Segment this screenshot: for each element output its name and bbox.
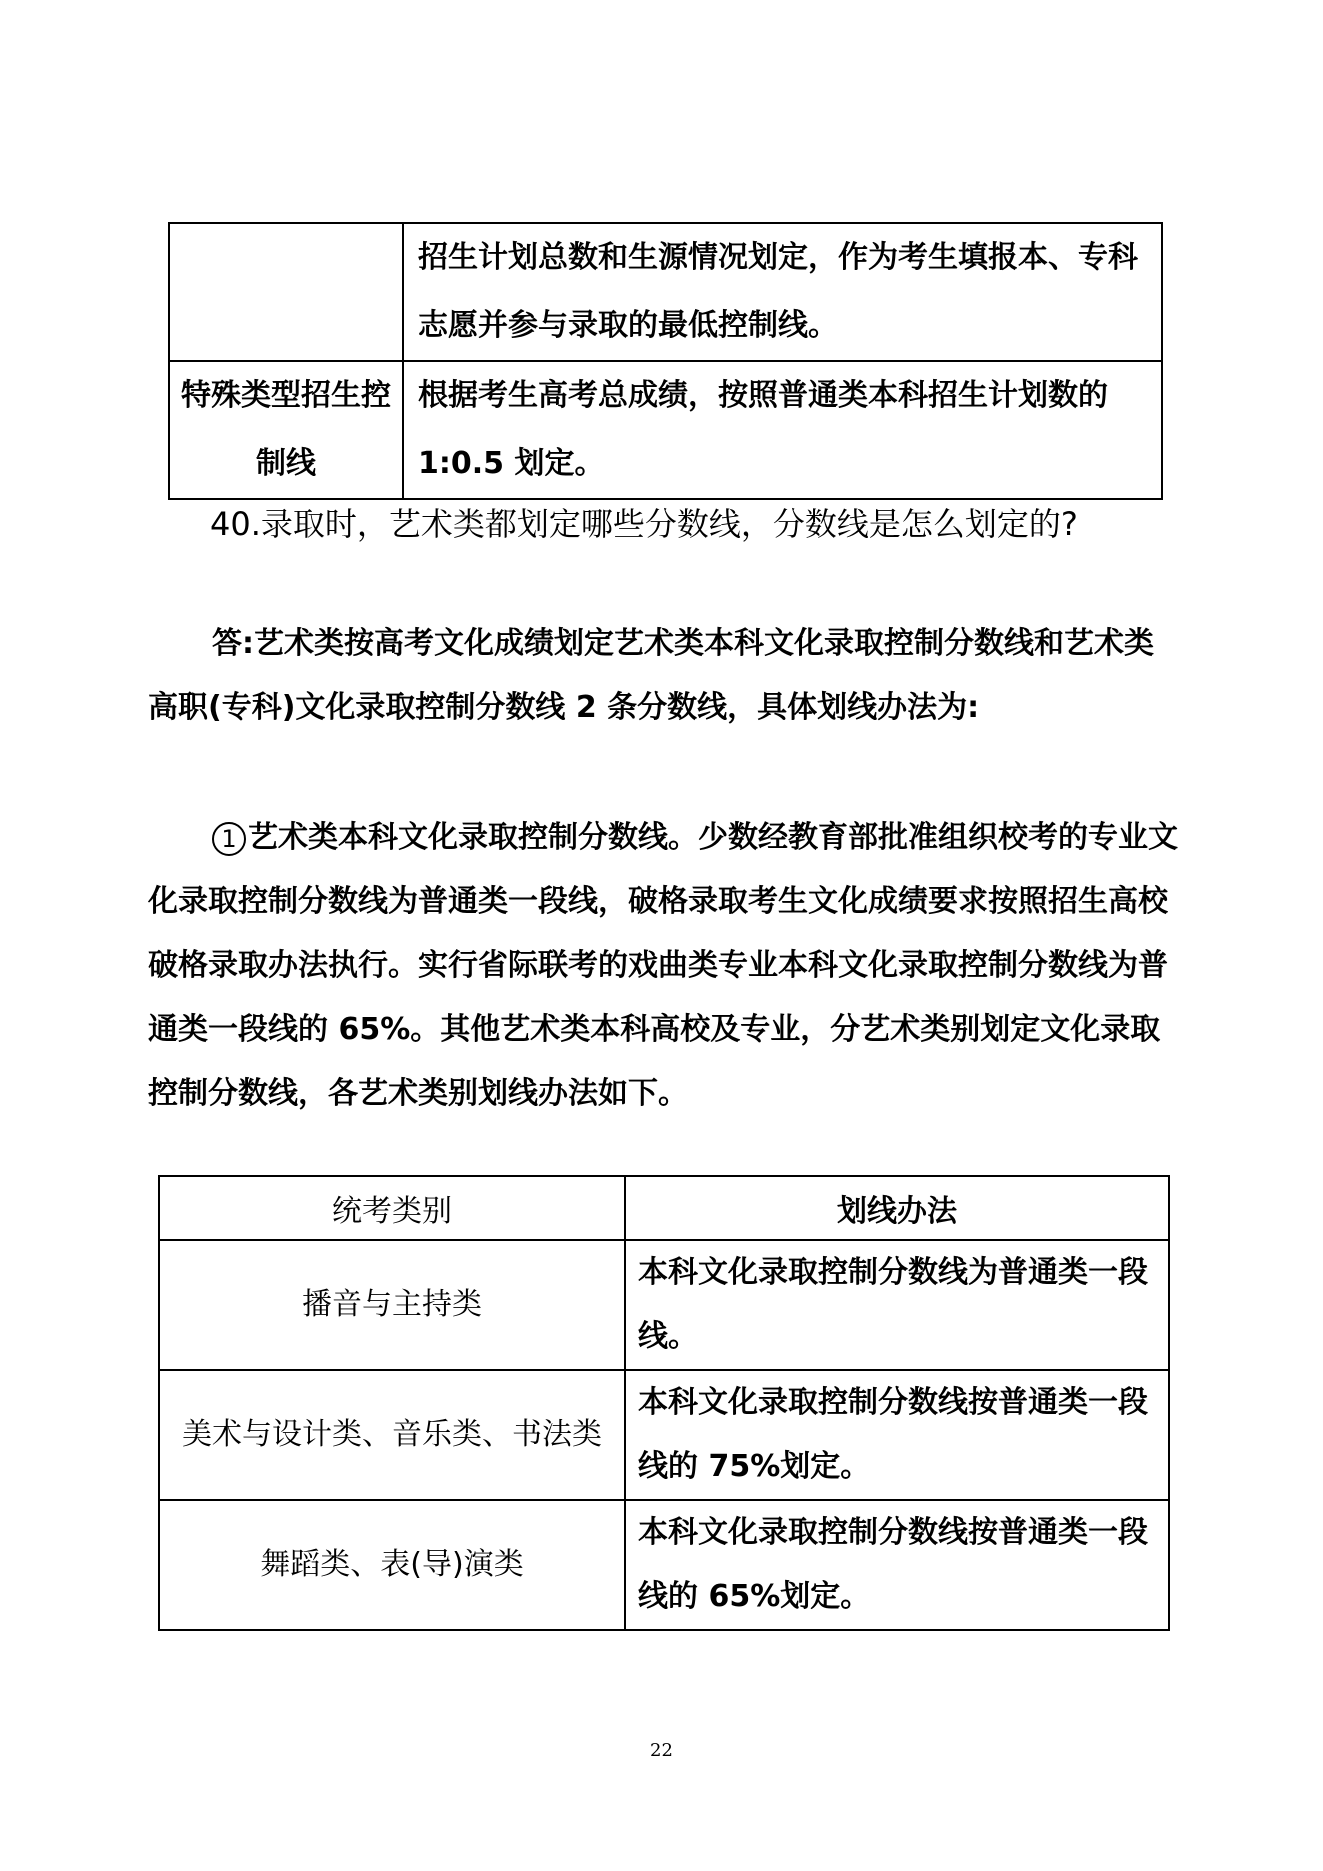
item-text: 艺术类本科文化录取控制分数线。少数经教育部批准组织校考的专业文化录取控制分数线为普通类一段线，破格录取考生文化成绩要求按照招生高校破格录取办法执行。实行省际联考的戏曲类专业本科文化录取控制分数线为普通类一段线的 65%。其他艺术类本科高校及专业，分艺术类别划定文化录取控制分数线，各艺术类别划线办法如下。 (148, 820, 1178, 1111)
question-heading: 40.录取时，艺术类都划定哪些分数线，分数线是怎么划定的? (210, 505, 1078, 543)
item-paragraph (148, 806, 1178, 1126)
category-cell: 美术与设计类、音乐类、书法类 (159, 1370, 625, 1500)
category-cell: 舞蹈类、表(导)演类 (159, 1500, 625, 1630)
method-cell: 本科文化录取控制分数线为普通类一段线。 (625, 1240, 1169, 1370)
header-method: 划线办法 (625, 1176, 1169, 1240)
row-label: 特殊类型招生控制线 (169, 361, 403, 499)
row-content: 招生计划总数和生源情况划定，作为考生填报本、专科志愿并参与录取的最低控制线。 (403, 223, 1162, 361)
control-line-table (168, 222, 1163, 500)
method-cell: 本科文化录取控制分数线按普通类一段线的 75%划定。 (625, 1370, 1169, 1500)
row-content: 根据考生高考总成绩，按照普通类本科招生计划数的 1:0.5 划定。 (403, 361, 1162, 499)
table-row (169, 361, 1162, 499)
table-row (159, 1240, 1169, 1370)
table-row (159, 1370, 1169, 1500)
answer-paragraph: 答:艺术类按高考文化成绩划定艺术类本科文化录取控制分数线和艺术类高职(专科)文化录取控制分数线 2 条分数线，具体划线办法为: (148, 626, 1154, 725)
page-number: 22 (650, 1740, 673, 1761)
table-header-row (159, 1176, 1169, 1240)
table-row (159, 1500, 1169, 1630)
category-cell: 播音与主持类 (159, 1240, 625, 1370)
table-row (169, 223, 1162, 361)
art-category-table (158, 1175, 1170, 1631)
row-label (169, 223, 403, 361)
header-category: 统考类别 (159, 1176, 625, 1240)
method-cell: 本科文化录取控制分数线按普通类一段线的 65%划定。 (625, 1500, 1169, 1630)
circled-number-marker: 1 (212, 822, 246, 856)
